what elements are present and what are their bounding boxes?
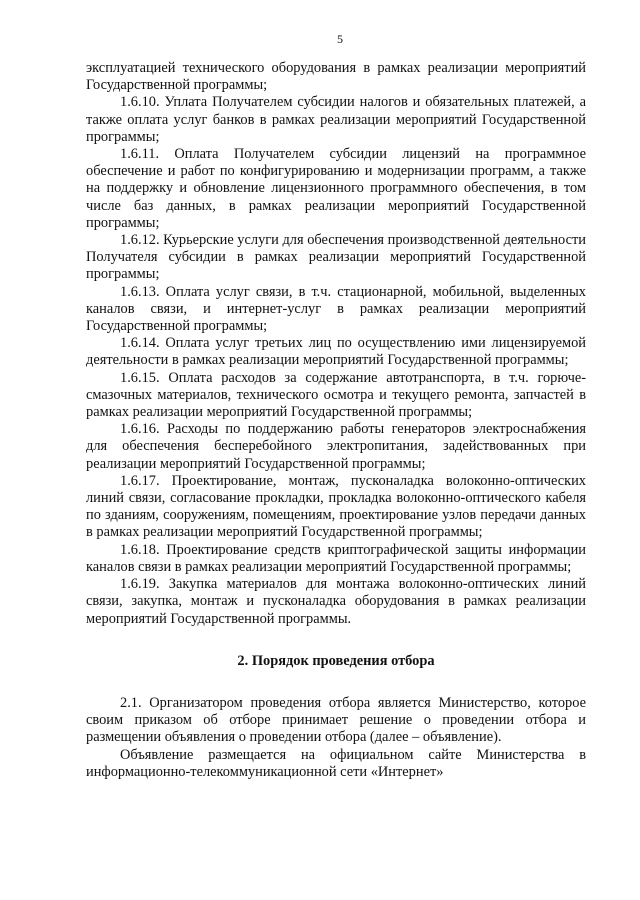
- paragraph: 1.6.15. Оплата расходов за содержание автотранспорта, в т.ч. горюче-смазочных материалов, технического осмотра и текущего ремонта, запчастей в рамках реализации мероприятий Государственной программы;: [86, 369, 586, 421]
- paragraph: 1.6.14. Оплата услуг третьих лиц по осуществлению ими лицензируемой деятельности в рамках реализации мероприятий Государственной программы;: [86, 335, 586, 369]
- document-body: [86, 60, 586, 781]
- paragraph: 2.1. Организатором проведения отбора является Министерство, которое своим приказом об отборе принимает решение о проведении отбора и размещении объявления о проведении отбора (далее – объявление).: [86, 694, 586, 746]
- paragraph: 1.6.18. Проектирование средств криптографической защиты информации каналов связи в рамках реализации мероприятий Государственной программы;: [86, 541, 586, 575]
- paragraph: Объявление размещается на официальном сайте Министерства в информационно-телекоммуникационной сети «Интернет»: [86, 746, 586, 780]
- paragraph: 1.6.11. Оплата Получателем субсидии лицензий на программное обеспечение и работ по конфигурированию и модернизации программ, а также на поддержку и обновление лицензионного программного обеспечения, в том числе баз данных, в рамках реализации мероприятий Государственной программы;: [86, 146, 586, 231]
- paragraph: 1.6.10. Уплата Получателем субсидии налогов и обязательных платежей, а также оплата услуг банков в рамках реализации мероприятий Государственной программы;: [86, 94, 586, 145]
- paragraph: 1.6.13. Оплата услуг связи, в т.ч. стационарной, мобильной, выделенных каналов связи, и интернет-услуг в рамках реализации мероприятий Государственной программы;: [86, 283, 586, 335]
- paragraph: 1.6.19. Закупка материалов для монтажа волоконно-оптических линий связи, закупка, монтаж и пусконаладка оборудования в рамках реализации мероприятий Государственной программы.: [86, 576, 586, 627]
- page-number: 5: [337, 32, 343, 46]
- paragraph: 1.6.17. Проектирование, монтаж, пусконаладка волоконно-оптических линий связи, согласование прокладки, прокладка волоконно-оптического кабеля по зданиям, сооружениям, помещениям, проектирование узлов передачи данных в рамках реализации мероприятий Государственной программы;: [86, 472, 586, 541]
- section2-body: [86, 695, 586, 781]
- section1-continuation: [86, 60, 586, 628]
- paragraph: эксплуатацией технического оборудования в рамках реализации мероприятий Государственной программы;: [86, 60, 586, 94]
- paragraph: 1.6.12. Курьерские услуги для обеспечения производственной деятельности Получателя субсидии в рамках реализации мероприятий Государственной программы;: [86, 232, 586, 283]
- paragraph: 1.6.16. Расходы по поддержанию работы генераторов электроснабжения для обеспечения бесперебойного электропитания, задействованных при реализации мероприятий Государственной программы;: [86, 421, 586, 472]
- section-heading: 2. Порядок проведения отбора: [237, 652, 435, 669]
